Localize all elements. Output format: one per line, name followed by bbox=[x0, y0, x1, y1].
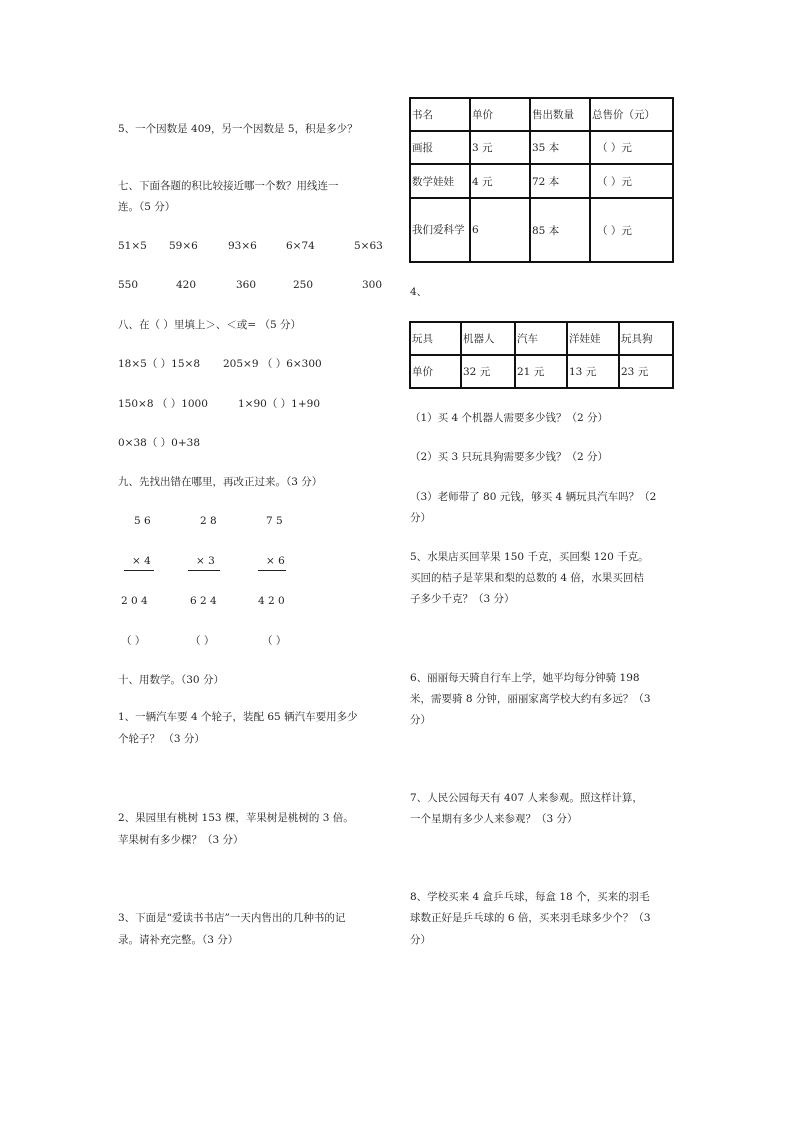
section-7-title-cont: 连。（5 分） bbox=[118, 201, 176, 213]
cell: 数学娃娃 bbox=[410, 164, 470, 198]
table-row bbox=[410, 164, 673, 198]
problem-6-cont: 分） bbox=[410, 714, 431, 726]
expression: 6×74 bbox=[286, 240, 315, 252]
problem-4-q3-cont: 分） bbox=[410, 512, 431, 524]
problem-6: 6、丽丽每天骑自行车上学，她平均每分钟骑 198 bbox=[410, 672, 640, 684]
multiplier: × 6 bbox=[258, 554, 286, 571]
value: 250 bbox=[293, 279, 314, 291]
problem-4-q3: （3）老师带了 80 元钱，够买 4 辆玩具汽车吗？（2 bbox=[410, 491, 657, 503]
multiplicand: 5 6 bbox=[134, 515, 151, 527]
multiplier: × 4 bbox=[124, 554, 154, 571]
cell: 画报 bbox=[410, 131, 470, 164]
comparison: 1×90（ ）1+90 bbox=[238, 398, 321, 410]
table-header-row bbox=[410, 322, 673, 355]
table-row bbox=[410, 131, 673, 164]
cell: （ ）元 bbox=[590, 198, 673, 262]
product: 6 2 4 bbox=[190, 595, 217, 607]
expression: 59×6 bbox=[169, 240, 198, 252]
problem-5: 5、水果店买回苹果 150 千克，买回梨 120 千克。 bbox=[410, 551, 649, 563]
cell: 35 本 bbox=[530, 131, 590, 164]
cell: （ ）元 bbox=[590, 164, 673, 198]
problem-5-cont: 买回的桔子是苹果和梨的总数的 4 倍，水果买回桔 bbox=[410, 572, 644, 584]
header-cell: 洋娃娃 bbox=[567, 322, 619, 355]
value: 300 bbox=[362, 279, 383, 291]
cell: （ ）元 bbox=[590, 131, 673, 164]
cell: 单价 bbox=[410, 355, 461, 388]
header-cell: 总售价（元） bbox=[590, 98, 673, 131]
comparison: 150×8 （ ）1000 bbox=[118, 398, 208, 410]
cell: 6 bbox=[470, 198, 530, 262]
problem-1: 1、一辆汽车要 4 个轮子，装配 65 辆汽车要用多少 bbox=[118, 711, 358, 723]
table-header-row bbox=[410, 98, 673, 131]
problem-2: 2、果园里有桃树 153 棵，苹果树是桃树的 3 倍。 bbox=[118, 812, 354, 824]
header-cell: 售出数量 bbox=[530, 98, 590, 131]
value: 420 bbox=[176, 279, 197, 291]
header-cell: 书名 bbox=[410, 98, 470, 131]
header-cell: 单价 bbox=[470, 98, 530, 131]
product: 4 2 0 bbox=[258, 595, 285, 607]
cell: 23 元 bbox=[619, 355, 673, 388]
cell: 13 元 bbox=[567, 355, 619, 388]
table-row bbox=[410, 198, 673, 262]
header-cell: 机器人 bbox=[461, 322, 515, 355]
cell: 4 元 bbox=[470, 164, 530, 198]
problem-6-cont: 米，需要骑 8 分钟，丽丽家离学校大约有多远？（3 bbox=[410, 693, 651, 705]
problem-5-cont: 子多少千克？（3 分） bbox=[410, 593, 515, 605]
problem-7: 7、人民公园每天有 407 人来参观。照这样计算， bbox=[410, 792, 643, 804]
expression: 51×5 bbox=[118, 240, 147, 252]
problem-2-cont: 苹果树有多少棵？（3 分） bbox=[118, 834, 244, 846]
comparison: 205×9 （ ）6×300 bbox=[223, 358, 322, 370]
question-5: 5、一个因数是 409，另一个因数是 5，积是多少？ bbox=[118, 123, 358, 135]
toy-price-table bbox=[409, 321, 674, 389]
header-cell: 玩具 bbox=[410, 322, 461, 355]
value: 360 bbox=[236, 279, 257, 291]
problem-8: 8、学校买来 4 盒乒乓球，每盒 18 个，买来的羽毛 bbox=[410, 891, 650, 903]
problem-4-q1: （1）买 4 个机器人需要多少钱？（2 分） bbox=[410, 412, 609, 424]
multiplicand: 7 5 bbox=[266, 515, 283, 527]
problem-3-cont: 录。请补充完整。（3 分） bbox=[118, 934, 239, 946]
header-cell: 玩具狗 bbox=[619, 322, 673, 355]
section-8-title: 八、在（ ）里填上＞、＜或= （5 分） bbox=[118, 319, 301, 331]
section-7-title: 七、下面各题的积比较接近哪一个数？用线连一 bbox=[118, 180, 339, 192]
cell: 72 本 bbox=[530, 164, 590, 198]
problem-8-cont: 球数正好是乒乓球的 6 倍，买来羽毛球多少个？（3 bbox=[410, 912, 651, 924]
expression: 93×6 bbox=[228, 240, 257, 252]
multiplicand: 2 8 bbox=[200, 515, 217, 527]
cell: 32 元 bbox=[461, 355, 515, 388]
problem-3: 3、下面是“爱读书书店”一天内售出的几种书的记 bbox=[118, 912, 346, 924]
cell: 我们爱科学 bbox=[410, 198, 470, 262]
comparison: 18×5（ ）15×8 bbox=[118, 358, 201, 370]
book-sales-table bbox=[409, 97, 674, 263]
problem-4-label: 4、 bbox=[410, 286, 428, 298]
problem-7-cont: 一个星期有多少人来参观？（3 分） bbox=[410, 813, 578, 825]
problem-8-cont: 分） bbox=[410, 934, 431, 946]
section-10-title: 十、用数学。（30 分） bbox=[118, 674, 224, 686]
problem-1-cont: 个轮子？ （3 分） bbox=[118, 733, 205, 745]
comparison: 0×38（ ）0+38 bbox=[118, 437, 201, 449]
cell: 3 元 bbox=[470, 131, 530, 164]
multiplier: × 3 bbox=[188, 554, 220, 571]
answer-blank: （ ） bbox=[190, 635, 215, 647]
table-row bbox=[410, 355, 673, 388]
cell: 85 本 bbox=[530, 198, 590, 262]
product: 2 0 4 bbox=[121, 595, 148, 607]
cell: 21 元 bbox=[515, 355, 567, 388]
expression: 5×63 bbox=[354, 240, 383, 252]
problem-4-q2: （2）买 3 只玩具狗需要多少钱？（2 分） bbox=[410, 451, 609, 463]
answer-blank: （ ） bbox=[121, 635, 146, 647]
value: 550 bbox=[118, 279, 139, 291]
header-cell: 汽车 bbox=[515, 322, 567, 355]
answer-blank: （ ） bbox=[262, 635, 287, 647]
section-9-title: 九、先找出错在哪里，再改正过来。（3 分） bbox=[118, 476, 323, 488]
